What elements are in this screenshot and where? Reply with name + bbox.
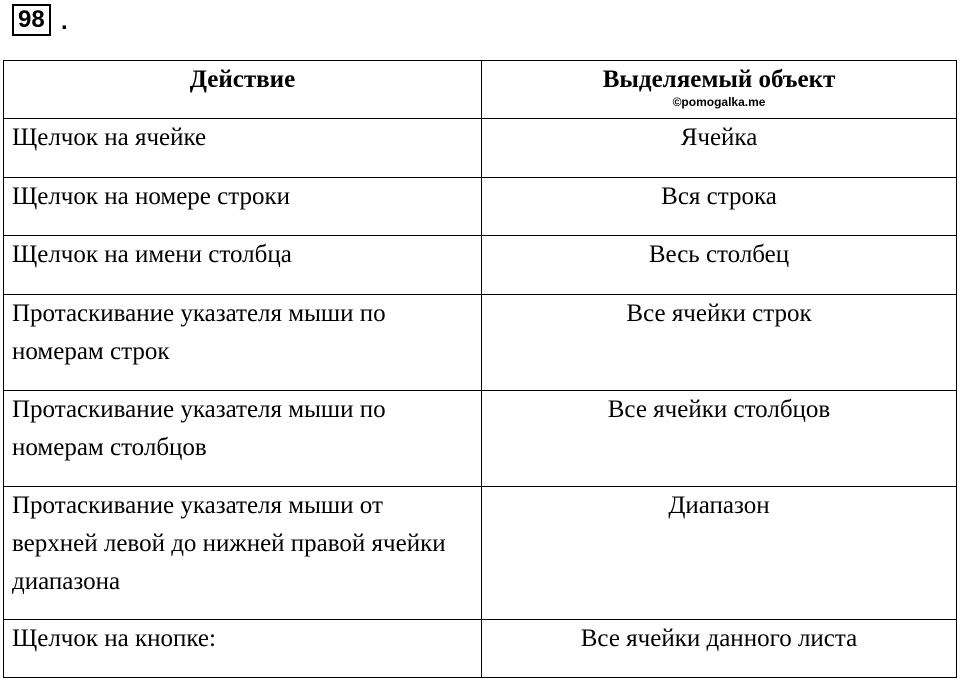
- cell-object: [482, 119, 957, 178]
- cell-action-text: Протаскивание указателя мыши по номерам столбцов: [12, 396, 386, 461]
- table-row: [4, 295, 957, 391]
- header-action: [4, 61, 482, 119]
- cell-object-text: Вся строка: [661, 183, 777, 210]
- cell-object: [482, 620, 957, 678]
- cell-object: [482, 487, 957, 620]
- cell-object-text: Все ячейки столбцов: [607, 396, 831, 423]
- table-row: [4, 119, 957, 178]
- cell-action-text: Щелчок на номере строки: [12, 183, 291, 210]
- cell-object-text: Все ячейки строк: [626, 300, 812, 327]
- watermark-text: ©pomogalka.me: [672, 95, 766, 109]
- cell-action-text: Щелчок на кнопке:: [12, 625, 216, 652]
- cell-action: [4, 236, 482, 295]
- cell-object-text: Весь столбец: [648, 241, 790, 268]
- cell-action: [4, 391, 482, 487]
- table-header-row: [4, 61, 957, 119]
- cell-action: [4, 620, 482, 678]
- table-row: [4, 620, 957, 678]
- table-row: [4, 178, 957, 236]
- cell-action: [4, 487, 482, 620]
- cell-action-text: Щелчок на ячейке: [12, 124, 207, 151]
- table-row: [4, 391, 957, 487]
- cell-action-text: Протаскивание указателя мыши по номерам строк: [12, 300, 386, 365]
- cell-object: [482, 295, 957, 391]
- cell-action: [4, 295, 482, 391]
- cell-object: [482, 236, 957, 295]
- task-number-dot: .: [61, 8, 68, 35]
- cell-action: [4, 119, 482, 178]
- cell-action: [4, 178, 482, 236]
- table-row: [4, 487, 957, 620]
- cell-action-text: Щелчок на имени столбца: [12, 241, 292, 268]
- cell-object-text: Все ячейки данного листа: [580, 625, 858, 652]
- header-action-label: Действие: [189, 66, 296, 93]
- cell-object: [482, 391, 957, 487]
- answer-table: [3, 60, 957, 678]
- cell-object-text: Ячейка: [680, 124, 758, 151]
- header-object: [482, 61, 957, 119]
- cell-action-text: Протаскивание указателя мыши от верхней левой до нижней правой ячейки диапазона: [12, 492, 446, 595]
- task-number-box: [12, 4, 51, 36]
- task-number: 98: [18, 6, 45, 33]
- header-object-label: Выделяемый объект: [602, 66, 836, 93]
- table-row: [4, 236, 957, 295]
- cell-object-text: Диапазон: [668, 492, 770, 519]
- cell-object: [482, 178, 957, 236]
